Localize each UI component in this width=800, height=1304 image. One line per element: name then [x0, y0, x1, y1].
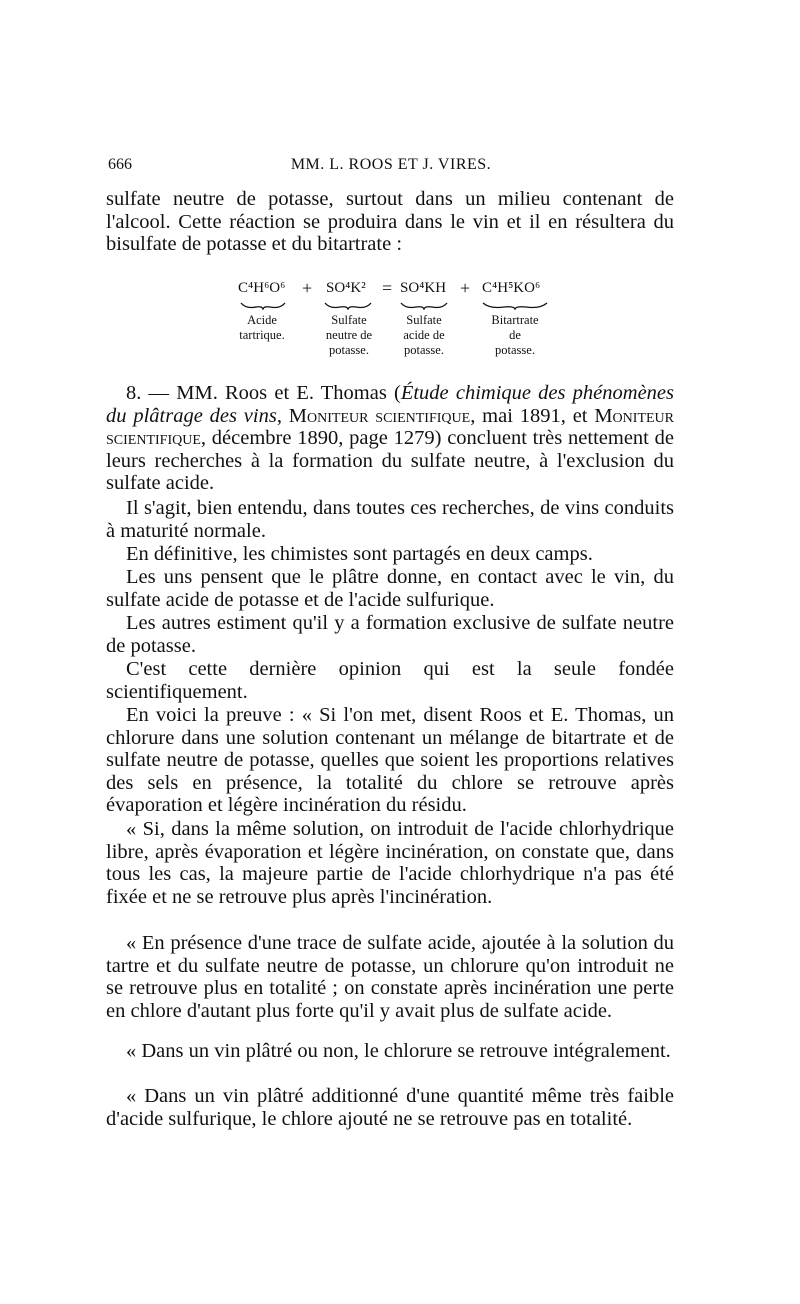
paragraph-quote-hcl: « Si, dans la même solution, on introduit de l'acide chlorhydrique libre, après évaporation et légère incinération, on constate que, dans tous les cas, la majeure partie de l'acide chlorhydrique n'a pas été fixée et ne se retrouve plus après l'incinération. — [106, 818, 674, 908]
caption-line: Sulfate — [331, 313, 367, 327]
brace-icon — [400, 302, 448, 310]
paragraph-quote-chloride: « Dans un vin plâtré ou non, le chlorure se retrouve intégralement. — [126, 1040, 671, 1062]
cited-title: Étude chimique des phénomènes du plâtrage des vins — [106, 382, 675, 427]
running-title: MM. L. ROOS ET J. VIRES. — [290, 156, 492, 173]
text-segment: , décembre 1890, page 1279) concluent très nettement de leurs recherches à la formation du sulfate neutre, à l'exclusion du sulfate acide. — [106, 427, 674, 495]
caption-line: acide de — [403, 328, 445, 342]
caption-line: neutre de — [325, 328, 373, 342]
equation-operator-equals: = — [382, 278, 393, 298]
equation-line — [230, 280, 570, 300]
caption-acid-sulfate — [388, 313, 460, 358]
brace-icon — [482, 302, 548, 310]
paragraph-opinion: C'est cette dernière opinion qui est la seule fondée scientifiquement. — [106, 658, 674, 703]
intro-paragraph: sulfate neutre de potasse, surtout dans un milieu contenant de l'alcool. Cette réaction se produira dans le vin et il en résultera du bisulfate de potasse et du bitartrate : — [106, 188, 674, 256]
caption-line: tartrique. — [239, 328, 285, 342]
paragraph-8 — [106, 382, 674, 495]
equation-operator-plus: + — [302, 278, 313, 298]
running-head — [108, 156, 674, 180]
paragraph-quote-acid-sulfate: « En présence d'une trace de sulfate acide, ajoutée à la solution du tartre et du sulfate neutre de potasse, un chlorure qu'on introduit ne se retrouve plus en totalité ; on constate après incinération une perte en chlore d'autant plus forte qu'il y avait plus de sulfate acide. — [106, 932, 674, 1022]
brace-icon — [324, 302, 372, 310]
page-number: 666 — [108, 156, 132, 173]
caption-line: potasse. — [404, 343, 444, 357]
equation-term-neutral-sulfate: SO⁴K² — [326, 280, 366, 296]
text-segment: , — [276, 404, 289, 427]
caption-line: Acide — [247, 313, 277, 327]
paragraph-two-camps: En définitive, les chimistes sont partagés en deux camps. — [126, 543, 593, 565]
brace-icon — [240, 302, 286, 310]
chemical-equation — [230, 280, 570, 362]
caption-neutral-sulfate — [312, 313, 386, 358]
caption-tartaric-acid — [224, 313, 300, 343]
caption-line: potasse. — [495, 343, 535, 357]
caption-bitartrate — [474, 313, 556, 358]
journal-name: Moniteur scientifique — [288, 404, 471, 427]
caption-line: Bitartrate — [491, 313, 539, 327]
text-segment: MM. Roos et E. Thomas ( — [176, 382, 401, 404]
paragraph-proof: En voici la preuve : « Si l'on met, disent Roos et E. Thomas, un chlorure dans une solution contenant un mélange de bitartrate et de sulfate neutre de potasse, quelles que soient les proportions relatives des sels en présence, la totalité du chlore se retrouve après évaporation et légère incinération du résidu. — [106, 704, 674, 817]
text-segment: , mai 1891, et — [470, 404, 595, 427]
paragraph-second-camp: Les autres estiment qu'il y a formation exclusive de sulfate neutre de potasse. — [106, 612, 674, 657]
equation-operator-plus-2: + — [460, 278, 471, 298]
paragraph-first-camp: Les uns pensent que le plâtre donne, en contact avec le vin, du sulfate acide de potasse et de l'acide sulfurique. — [106, 566, 674, 611]
caption-line: potasse. — [329, 343, 369, 357]
journal-name: Moniteur scientifique — [106, 404, 674, 450]
equation-term-tartaric-acid: C⁴H⁶O⁶ — [238, 280, 286, 296]
caption-line: de — [509, 328, 521, 342]
equation-term-bitartrate: C⁴H⁵KO⁶ — [482, 280, 541, 296]
paragraph-maturity: Il s'agit, bien entendu, dans toutes ces recherches, de vins conduits à maturité normale. — [106, 497, 674, 542]
section-number: 8. — — [126, 382, 177, 404]
equation-term-acid-sulfate: SO⁴KH — [400, 280, 447, 296]
paragraph-quote-sulfuric: « Dans un vin plâtré additionné d'une quantité même très faible d'acide sulfurique, le chlore ajouté ne se retrouve pas en totalité. — [106, 1085, 674, 1130]
caption-line: Sulfate — [406, 313, 442, 327]
